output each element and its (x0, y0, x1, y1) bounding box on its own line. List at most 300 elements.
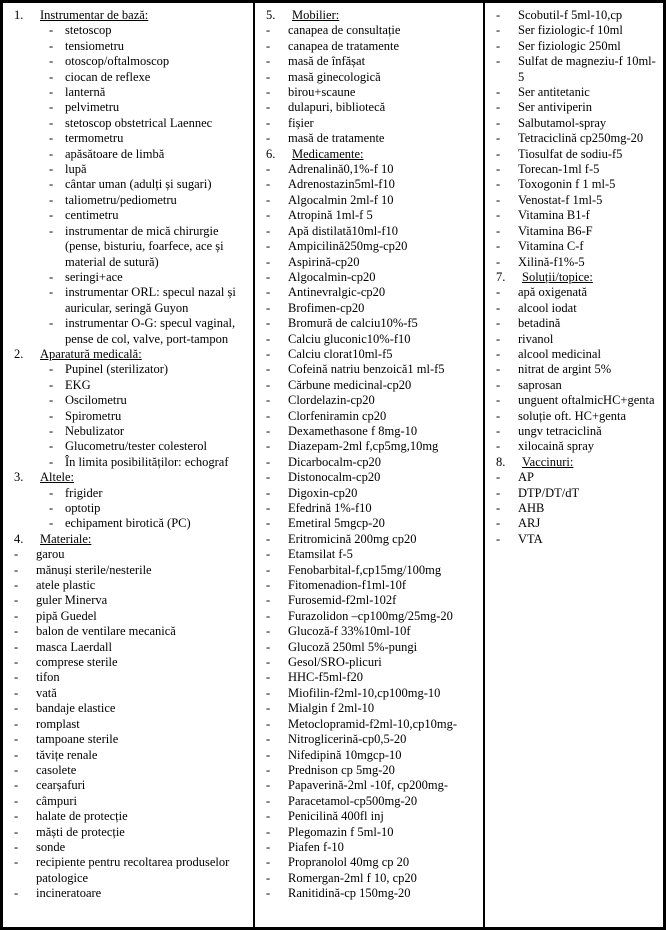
item-text: Sulfat de magneziu-f 10ml-5 (518, 54, 656, 84)
dash-marker: - (14, 655, 19, 670)
dash-marker: - (266, 547, 271, 562)
list-item (496, 116, 659, 131)
list-item (14, 131, 249, 146)
list-item (14, 655, 249, 670)
item-text: Glucoză-f 33%10ml-10f (288, 624, 411, 639)
dash-marker: - (496, 239, 501, 254)
item-text: Glucoză 250ml 5%-pungi (288, 639, 418, 654)
list-item (14, 547, 249, 562)
item-text: taliometru/pediometru (65, 192, 177, 207)
list-item (266, 778, 479, 793)
dash-marker: - (14, 639, 19, 654)
item-text: Spirometru (65, 408, 122, 423)
section-number: 5. (266, 8, 276, 22)
list-item (14, 578, 249, 593)
item-text: Vitamina C-f (518, 239, 584, 254)
dash-marker: - (14, 886, 19, 901)
item-text: Brofimen-cp20 (288, 300, 365, 315)
list-item (14, 686, 249, 701)
list-item (496, 100, 659, 115)
list-item (496, 162, 659, 177)
item-text: masă de înfășat (288, 54, 366, 69)
list-item (266, 208, 479, 223)
list-item (266, 732, 479, 747)
dash-marker: - (266, 300, 271, 315)
list-item (496, 378, 659, 393)
item-text: Nifedipină 10mgcp-10 (288, 747, 402, 762)
dash-marker: - (266, 423, 271, 438)
item-text: Adrenalină0,1%-f 10 (288, 162, 394, 177)
list-item (14, 362, 249, 377)
list-item (496, 424, 659, 439)
item-text: Cofeină natriu benzoică1 ml-f5 (288, 362, 445, 377)
dash-marker: - (49, 454, 54, 469)
item-text: Romergan-2ml f 10, cp20 (288, 870, 417, 885)
dash-marker: - (266, 377, 271, 392)
item-text: lanternă (65, 85, 106, 100)
dash-marker: - (266, 531, 271, 546)
section-title: Vaccinuri: (522, 454, 574, 469)
dash-marker: - (49, 423, 54, 438)
list-item (496, 409, 659, 424)
dash-marker: - (266, 501, 271, 515)
section-number: 4. (14, 531, 24, 546)
list-item (266, 393, 479, 408)
list-item (14, 378, 249, 393)
item-text: Furazolidon –cp100mg/25mg-20 (288, 608, 453, 623)
item-text: lupă (65, 162, 87, 177)
list-item (14, 624, 249, 639)
section-title: Medicamente: (292, 146, 364, 161)
dash-marker: - (49, 516, 54, 531)
list-item (496, 8, 659, 23)
list-item (14, 778, 249, 793)
dash-marker: - (266, 670, 271, 685)
dash-marker: - (266, 778, 271, 793)
section-number: 2. (14, 346, 24, 361)
dash-marker: - (49, 192, 54, 207)
list-item (496, 85, 659, 100)
list-item (266, 486, 479, 501)
item-text: seringi+ace (65, 269, 123, 284)
item-text: Bromură de calciu10%-f5 (288, 316, 418, 331)
item-text: birou+scaune (288, 85, 356, 100)
dash-marker: - (49, 115, 54, 130)
list-item (496, 193, 659, 208)
list-item (14, 224, 249, 270)
list-item (266, 347, 479, 362)
item-text: măști de protecție (36, 824, 125, 839)
dash-marker: - (266, 162, 271, 177)
list-item (14, 208, 249, 223)
item-text: instrumentar O-G: specul vaginal, pense de col, valve, port-tampon (65, 316, 236, 346)
list-item (14, 393, 249, 408)
list-item (266, 701, 479, 716)
item-text: Prednison cp 5mg-20 (288, 762, 395, 777)
item-text: Nitroglicerină-cp0,5-20 (288, 732, 407, 747)
dash-marker: - (266, 269, 271, 284)
list-item (496, 362, 659, 377)
item-text: ARJ (518, 516, 541, 531)
dash-marker: - (496, 23, 501, 38)
item-text: ciocan de reflexe (65, 69, 151, 84)
dash-marker: - (266, 578, 271, 593)
item-text: Etamsilat f-5 (288, 547, 353, 562)
column-3 (485, 3, 663, 927)
item-text: Mialgin f 2ml-10 (288, 701, 375, 716)
list-item (266, 54, 479, 69)
item-text: Ser antiviperin (518, 100, 592, 115)
list-item (266, 224, 479, 239)
section-title: Altele: (40, 470, 75, 485)
list-item (496, 470, 659, 485)
list-item (496, 208, 659, 223)
item-text: centimetru (65, 208, 119, 223)
item-text: soluție oft. HC+genta (518, 408, 627, 423)
item-text: Diazepam-2ml f,cp5mg,10mg (288, 439, 439, 454)
dash-marker: - (496, 393, 501, 408)
item-text: Apă distilată10ml-f10 (288, 223, 399, 238)
item-text: Ser fiziologic 250ml (518, 38, 621, 53)
list-item (496, 23, 659, 38)
item-text: masă de tratamente (288, 131, 385, 146)
dash-marker: - (49, 485, 54, 500)
item-text: În limita posibilităților: echograf (65, 454, 229, 469)
dash-marker: - (49, 23, 54, 38)
item-text: Vitamina B1-f (518, 208, 590, 223)
list-item (266, 547, 479, 562)
item-text: Clordelazin-cp20 (288, 393, 375, 408)
list-item (266, 609, 479, 624)
item-text: Dicarbocalm-cp20 (288, 454, 382, 469)
list-item (14, 424, 249, 439)
dash-marker: - (266, 454, 271, 469)
item-text: vată (36, 685, 57, 700)
list-item (266, 332, 479, 347)
item-text: fișier (288, 115, 314, 130)
list-item (266, 532, 479, 547)
list-item (266, 362, 479, 377)
item-text: tampoane sterile (36, 732, 119, 747)
list-item (496, 486, 659, 501)
dash-marker: - (14, 562, 19, 577)
dash-marker: - (14, 685, 19, 700)
dash-marker: - (266, 701, 271, 716)
dash-marker: - (14, 747, 19, 762)
column-2-content (255, 3, 483, 902)
item-text: garou (36, 547, 65, 562)
dash-marker: - (49, 208, 54, 223)
section-number: 1. (14, 8, 24, 22)
list-item (266, 563, 479, 578)
item-text: Aspirină-cp20 (288, 254, 360, 269)
dash-marker: - (266, 793, 271, 808)
item-text: Piafen f-10 (288, 839, 344, 854)
list-item (496, 239, 659, 254)
dash-marker: - (496, 115, 501, 130)
dash-marker: - (266, 608, 271, 623)
dash-marker: - (49, 177, 54, 192)
list-item (14, 809, 249, 824)
list-item (266, 686, 479, 701)
section-number: 7. (496, 269, 506, 284)
dash-marker: - (266, 624, 271, 639)
list-item (496, 224, 659, 239)
item-text: masă ginecologică (288, 69, 381, 84)
item-text: Ampicilină250mg-cp20 (288, 239, 408, 254)
dash-marker: - (266, 639, 271, 654)
dash-marker: - (496, 192, 501, 207)
dash-marker: - (14, 732, 19, 747)
list-item (14, 23, 249, 38)
item-text: Papaverină-2ml -10f, cp200mg- (288, 778, 449, 793)
dash-marker: - (266, 716, 271, 731)
list-item (496, 177, 659, 192)
dash-marker: - (496, 531, 501, 546)
list-item (14, 886, 249, 901)
item-text: incineratoare (36, 886, 102, 901)
dash-marker: - (266, 439, 271, 454)
dash-marker: - (266, 562, 271, 577)
dash-marker: - (266, 285, 271, 300)
item-text: Toxogonin f 1 ml-5 (518, 177, 616, 192)
list-item (266, 193, 479, 208)
section-heading (14, 347, 249, 362)
item-text: Vitamina B6-F (518, 223, 593, 238)
item-text: frigider (65, 485, 103, 500)
list-item (496, 285, 659, 300)
list-item (266, 301, 479, 316)
list-item (14, 100, 249, 115)
item-text: Paracetamol-cp500mg-20 (288, 793, 418, 808)
item-text: Ranitidină-cp 150mg-20 (288, 886, 411, 901)
dash-marker: - (266, 131, 271, 146)
column-2 (255, 3, 483, 927)
list-item (266, 100, 479, 115)
item-text: Scobutil-f 5ml-10,cp (518, 8, 623, 22)
item-text: halate de protecție (36, 809, 128, 824)
dash-marker: - (266, 54, 271, 69)
dash-marker: - (496, 208, 501, 223)
list-item (266, 501, 479, 516)
list-item (14, 563, 249, 578)
list-item (496, 532, 659, 547)
dash-marker: - (496, 131, 501, 146)
item-text: tensiometru (65, 38, 125, 53)
list-item (496, 332, 659, 347)
list-item (14, 439, 249, 454)
list-item (14, 39, 249, 54)
dash-marker: - (496, 316, 501, 331)
dash-marker: - (496, 177, 501, 192)
item-text: Fenobarbital-f,cp15mg/100mg (288, 562, 442, 577)
item-text: recipiente pentru recoltarea produselor patologice (36, 855, 230, 885)
list-item (266, 871, 479, 886)
item-text: HHC-f5ml-f20 (288, 670, 363, 685)
list-item (14, 763, 249, 778)
list-item (14, 270, 249, 285)
dash-marker: - (49, 223, 54, 238)
dash-marker: - (266, 254, 271, 269)
list-item (496, 393, 659, 408)
dash-marker: - (266, 393, 271, 408)
item-text: stetoscop (65, 23, 112, 38)
list-item (14, 825, 249, 840)
list-item (266, 409, 479, 424)
dash-marker: - (496, 300, 501, 315)
dash-marker: - (496, 408, 501, 423)
dash-marker: - (49, 146, 54, 161)
list-item (266, 886, 479, 901)
list-item (14, 54, 249, 69)
list-item (14, 177, 249, 192)
dash-marker: - (496, 38, 501, 53)
dash-marker: - (266, 362, 271, 377)
dash-marker: - (496, 100, 501, 115)
dash-marker: - (266, 470, 271, 485)
list-item (14, 516, 249, 531)
dash-marker: - (14, 839, 19, 854)
dash-marker: - (49, 131, 54, 146)
dash-marker: - (14, 793, 19, 808)
dash-marker: - (266, 593, 271, 608)
list-item (14, 193, 249, 208)
item-text: Atropină 1ml-f 5 (288, 208, 373, 223)
item-text: instrumentar ORL: specul nazal și auricular, seringă Guyon (65, 285, 236, 315)
dash-marker: - (266, 192, 271, 207)
dash-marker: - (266, 38, 271, 53)
list-item (496, 316, 659, 331)
item-text: Adrenostazin5ml-f10 (288, 177, 395, 192)
dash-marker: - (496, 423, 501, 438)
item-text: Salbutamol-spray (518, 115, 607, 130)
item-text: termometru (65, 131, 124, 146)
list-item (14, 316, 249, 347)
dash-marker: - (496, 377, 501, 392)
list-item (14, 670, 249, 685)
dash-marker: - (266, 223, 271, 238)
item-text: apă oxigenată (518, 285, 588, 300)
item-text: Algocalmin 2ml-f 10 (288, 192, 394, 207)
list-item (496, 147, 659, 162)
dash-marker: - (14, 809, 19, 824)
item-text: EKG (65, 377, 91, 392)
item-text: romplast (36, 716, 80, 731)
dash-marker: - (496, 254, 501, 269)
dash-marker: - (266, 762, 271, 777)
dash-marker: - (49, 501, 54, 515)
dash-marker: - (266, 85, 271, 100)
item-text: apăsătoare de limbă (65, 146, 165, 161)
list-item (266, 593, 479, 608)
item-text: nitrat de argint 5% (518, 362, 612, 377)
list-item (14, 409, 249, 424)
item-text: alcool iodat (518, 300, 577, 315)
section-heading (496, 270, 659, 285)
dash-marker: - (14, 608, 19, 623)
item-text: Digoxin-cp20 (288, 485, 358, 500)
dash-marker: - (266, 485, 271, 500)
list-item (14, 794, 249, 809)
item-text: rivanol (518, 331, 554, 346)
item-text: betadină (518, 316, 561, 331)
item-text: pipă Guedel (36, 608, 97, 623)
list-item (14, 162, 249, 177)
dash-marker: - (266, 177, 271, 192)
list-item (14, 455, 249, 470)
dash-marker: - (49, 269, 54, 284)
section-title: Instrumentar de bază: (40, 8, 149, 22)
dash-marker: - (496, 346, 501, 361)
dash-marker: - (49, 377, 54, 392)
item-text: instrumentar de mică chirurgie (pense, bisturiu, foarfece, ace și material de sutură) (65, 223, 224, 269)
list-item (266, 470, 479, 485)
list-item (496, 54, 659, 85)
item-text: Metoclopramid-f2ml-10,cp10mg- (288, 716, 458, 731)
dash-marker: - (266, 100, 271, 115)
item-text: Clorfeniramin cp20 (288, 408, 387, 423)
item-text: Pupinel (sterilizator) (65, 362, 169, 377)
list-item (266, 23, 479, 38)
list-item (266, 85, 479, 100)
list-item (496, 301, 659, 316)
dash-marker: - (14, 716, 19, 731)
dash-marker: - (266, 685, 271, 700)
dash-marker: - (266, 115, 271, 130)
dash-marker: - (49, 85, 54, 100)
dash-marker: - (496, 54, 501, 69)
item-text: Calciu clorat10ml-f5 (288, 346, 393, 361)
list-item (496, 131, 659, 146)
list-item (266, 825, 479, 840)
list-item (266, 624, 479, 639)
item-text: Plegomazin f 5ml-10 (288, 824, 394, 839)
item-text: câmpuri (36, 793, 77, 808)
list-item (14, 147, 249, 162)
item-text: unguent oftalmicHC+genta (518, 393, 655, 408)
item-text: Emetiral 5mgcp-20 (288, 516, 385, 531)
column-3-content (485, 3, 663, 547)
dash-marker: - (49, 408, 54, 423)
item-text: Dexamethasone f 8mg-10 (288, 423, 418, 438)
item-text: Glucometru/tester colesterol (65, 439, 207, 454)
section-heading (266, 147, 479, 162)
dash-marker: - (14, 624, 19, 639)
dash-marker: - (14, 593, 19, 608)
list-item (496, 347, 659, 362)
item-text: Cărbune medicinal-cp20 (288, 377, 412, 392)
dash-marker: - (49, 439, 54, 454)
dash-marker: - (266, 855, 271, 870)
item-text: sonde (36, 839, 66, 854)
item-text: Venostat-f 1ml-5 (518, 192, 603, 207)
item-text: otoscop/oftalmoscop (65, 54, 170, 69)
item-text: canapea de consultație (288, 23, 401, 38)
dash-marker: - (496, 85, 501, 100)
list-item (496, 501, 659, 516)
list-item (266, 439, 479, 454)
item-text: Nebulizator (65, 423, 125, 438)
dash-marker: - (496, 285, 501, 300)
list-item (266, 717, 479, 732)
section-heading (14, 470, 249, 485)
dash-marker: - (266, 516, 271, 531)
dash-marker: - (49, 69, 54, 84)
item-text: balon de ventilare mecanică (36, 624, 176, 639)
dash-marker: - (49, 38, 54, 53)
item-text: Distonocalm-cp20 (288, 470, 381, 485)
list-item (266, 39, 479, 54)
